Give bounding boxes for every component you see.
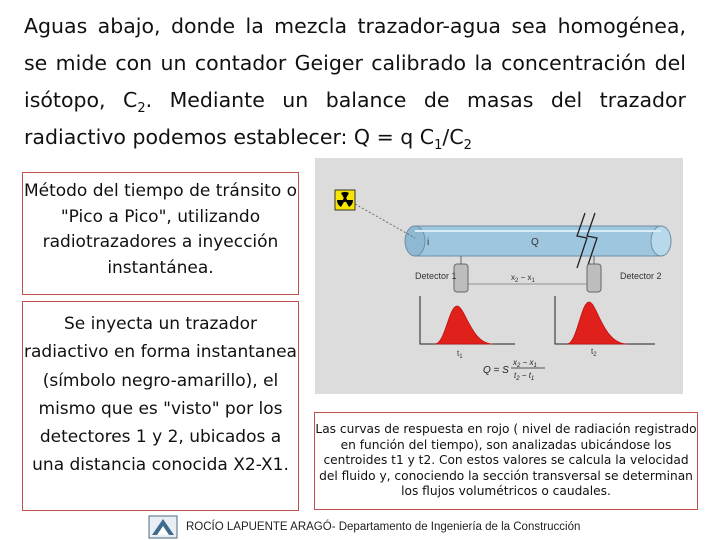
method-box (22, 172, 299, 295)
detector-1-label: Detector 1 (415, 271, 457, 281)
distance-x: x (511, 273, 515, 282)
detector-2-label: Detector 2 (620, 271, 662, 281)
formula-den-t: t (514, 371, 517, 380)
distance-sub-b: 1 (531, 278, 535, 284)
t1-label: t (457, 349, 460, 358)
method-text: Método del tiempo de tránsito o "Pico a Pico", utilizando radiotrazadores a inyección instantánea. (23, 181, 298, 278)
intro-part1: Aguas abajo, donde la mezcla trazador-agua sea homogénea, se mide con un contador Geiger calibrado la concentración del isótopo, C (24, 14, 686, 112)
curves-box (314, 412, 698, 510)
formula-lhs: Q = S (483, 365, 509, 376)
distance-sub-a: 2 (515, 278, 519, 284)
formula-den-mid: − t (519, 371, 531, 380)
intro-sub3: 2 (463, 138, 472, 154)
intro-part2: . Mediante un balance de masas del trazador radiactivo podemos establecer: Q = q C (24, 88, 686, 149)
formula-num-x: x (513, 358, 517, 367)
injection-text: Se inyecta un trazador radiactivo en forma instantanea (símbolo negro-amarillo), el mismo que es "visto" por los detectores 1 y 2, ubicados a una distancia conocida X2-X1. (24, 314, 297, 476)
t2-sub: 2 (593, 352, 597, 358)
injection-box (22, 301, 299, 511)
formula-num-sub-b: 1 (533, 363, 537, 369)
pipe-label-q: Q (531, 237, 539, 248)
intro-paragraph (24, 8, 686, 156)
t1-sub: 1 (459, 354, 463, 360)
tracer-diagram (315, 158, 683, 394)
distance-mid: − x (518, 273, 532, 282)
formula-num-sub-a: 2 (517, 363, 521, 369)
t2-label: t (591, 347, 594, 356)
intro-part3: /C (442, 125, 464, 149)
formula-num-mid: − x (520, 358, 534, 367)
university-logo (148, 515, 178, 539)
intro-sub2: 1 (434, 138, 443, 154)
formula-den-sub-a: 2 (516, 376, 520, 382)
pipe-label-i: i (427, 237, 430, 248)
intro-sub1: 2 (137, 101, 146, 117)
curves-text: Las curvas de respuesta en rojo ( nivel de radiación registrado en función del tiempo), son analizadas ubicándose los centroides t1 y t2. Con estos valores se calcula la velocidad del fluido y, conociendo la sección transversal se determinan los flujos volumétricos o caudales. (315, 422, 697, 498)
radiation-icon (335, 190, 355, 210)
footer (148, 515, 648, 539)
footer-text: ROCÍO LAPUENTE ARAGÓ- Departamento de Ingeniería de la Construcción (186, 521, 581, 533)
formula-den-sub-b: 1 (530, 376, 535, 382)
